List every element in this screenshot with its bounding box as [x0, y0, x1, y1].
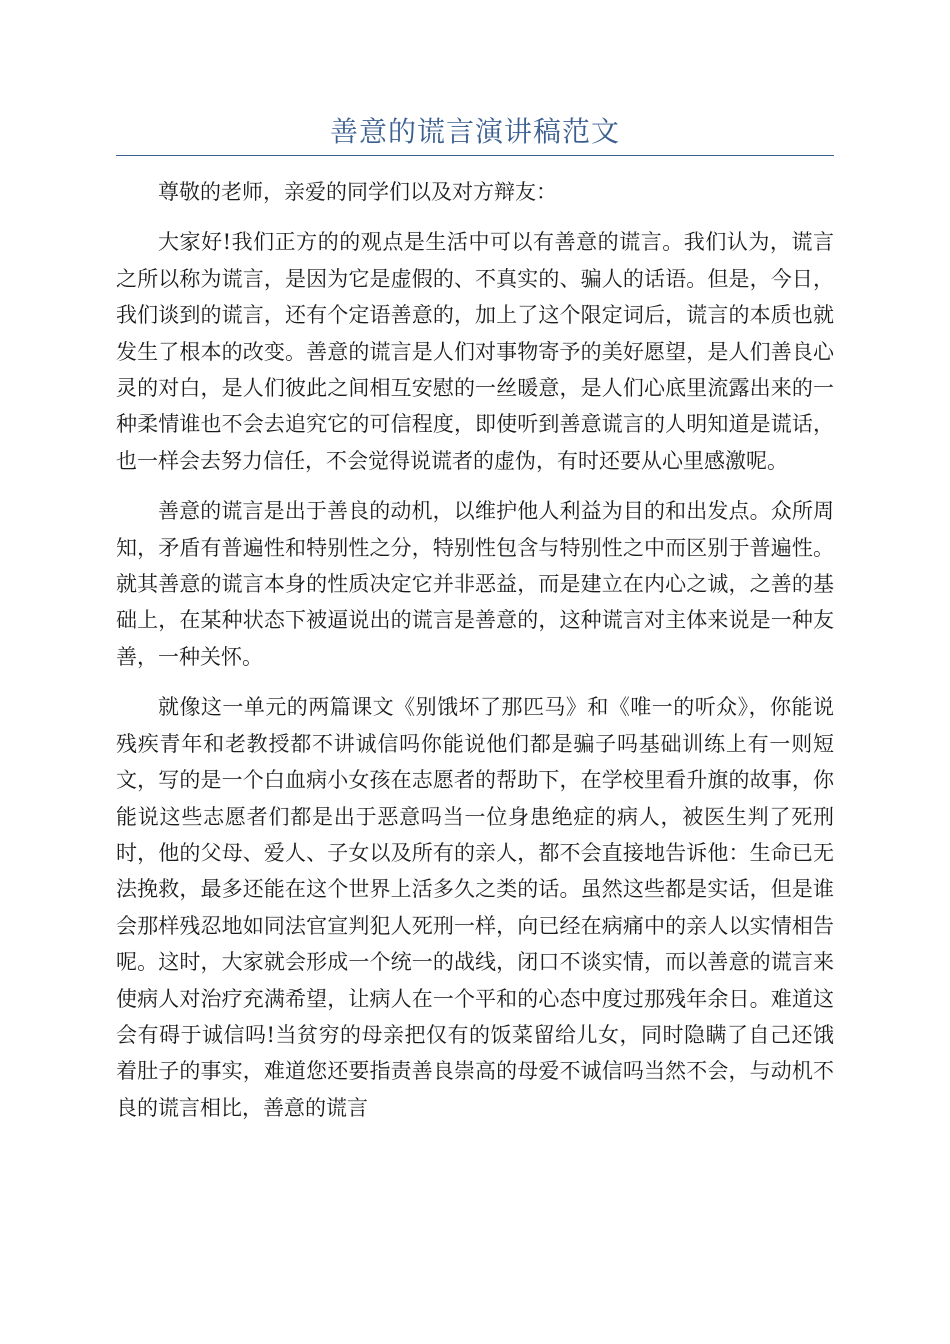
body-paragraph-1: 大家好!我们正方的的观点是生活中可以有善意的谎言。我们认为，谎言之所以称为谎言，是因为它是虚假的、不真实的、骗人的话语。但是，今日，我们谈到的谎言，还有个定语善意的，加上了这个限定词后，谎言的本质也就发生了根本的改变。善意的谎言是人们对事物寄予的美好愿望，是人们善良心灵的对白，是人们彼此之间相互安慰的一丝暖意，是人们心底里流露出来的一种柔情谁也不会去追究它的可信程度，即使听到善意谎言的人明知道是谎话，也一样会去努力信任，不会觉得说谎者的虚伪，有时还要从心里感激呢。	[116, 230, 834, 473]
document-body	[116, 174, 834, 1126]
salutation-paragraph: 尊敬的老师，亲爱的同学们以及对方辩友：	[158, 180, 557, 204]
document-title: 善意的谎言演讲稿范文	[329, 115, 620, 148]
title-underline	[116, 155, 834, 156]
body-paragraph-3: 就像这一单元的两篇课文《别饿坏了那匹马》和《唯一的听众》，你能说残疾青年和老教授都不讲诚信吗你能说他们都是骗子吗基础训练上有一则短文，写的是一个白血病小女孩在志愿者的帮助下，在学校里看升旗的故事，你能说这些志愿者们都是出于恶意吗当一位身患绝症的病人，被医生判了死刑时，他的父母、爱人、子女以及所有的亲人，都不会直接地告诉他：生命已无法挽救，最多还能在这个世界上活多久之类的话。虽然这些都是实话，但是谁会那样残忍地如同法官宣判犯人死刑一样，向已经在病痛中的亲人以实情相告呢。这时，大家就会形成一个统一的战线，闭口不谈实情，而以善意的谎言来使病人对治疗充满希望，让病人在一个平和的心态中度过那残年余日。难道这会有碍于诚信吗!当贫穷的母亲把仅有的饭菜留给儿女，同时隐瞒了自己还饿着肚子的事实，难道您还要指责善良崇高的母爱不诚信吗当然不会，与动机不良的谎言相比，善意的谎言	[116, 695, 834, 1120]
body-paragraph-2: 善意的谎言是出于善良的动机，以维护他人利益为目的和出发点。众所周知，矛盾有普遍性和特别性之分，特别性包含与特别性之中而区别于普遍性。就其善意的谎言本身的性质决定它并非恶益，而是建立在内心之诚，之善的基础上，在某种状态下被逼说出的谎言是善意的，这种谎言对主体来说是一种友善，一种关怀。	[116, 499, 834, 669]
